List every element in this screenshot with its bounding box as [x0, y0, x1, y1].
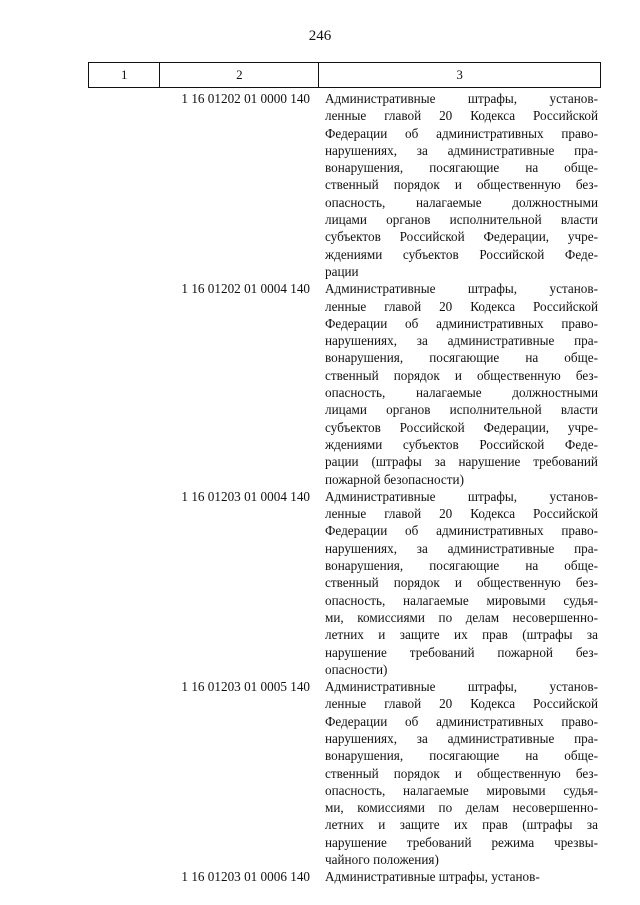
table-body: [88, 90, 601, 886]
description-line: нарушение требований пожарной без-: [325, 644, 598, 660]
description-line: Административные штрафы, установ-: [325, 91, 598, 106]
table-row: [88, 488, 601, 678]
description-line: ственный порядок и общественную без-: [325, 765, 598, 781]
description-line: опасности): [325, 661, 388, 677]
description-line: нарушениях, за административные пра-: [325, 730, 598, 746]
description-line: рации: [325, 263, 359, 279]
column-header-table: [88, 62, 601, 88]
income-description: [325, 488, 598, 678]
description-line: субъектов Российской Федерации, учре-: [325, 419, 598, 435]
description-line: ственный порядок и общественную без-: [325, 367, 598, 383]
income-description: [325, 678, 598, 868]
description-line: вонарушения, посягающие на обще-: [325, 558, 598, 574]
budget-code: 1 16 01203 01 0006 140: [181, 869, 310, 885]
description-line: Федерации об административных право-: [325, 523, 598, 539]
table-row: [88, 90, 601, 280]
page-number: 246: [308, 28, 332, 44]
column-header-1: 1: [89, 63, 160, 88]
description-line: ми, комиссиями по делам несовершенно-: [325, 609, 598, 625]
description-line: вонарушения, посягающие на обще-: [325, 350, 598, 366]
description-line: субъектов Российской Федерации, учре-: [325, 229, 598, 245]
description-line: ственный порядок и общественную без-: [325, 575, 598, 591]
table-row: [88, 868, 601, 885]
budget-code: 1 16 01202 01 0000 140: [181, 91, 310, 106]
column-header-3: 3: [319, 63, 601, 88]
description-line: опасность, налагаемые должностными: [325, 194, 598, 210]
description-line: нарушениях, за административные пра-: [325, 142, 598, 158]
table-row: [88, 678, 601, 868]
description-line: опасность, налагаемые мировыми судья-: [325, 592, 598, 608]
description-line: рации (штрафы за нарушение требований: [325, 454, 598, 470]
description-line: летних и защите их прав (штрафы за: [325, 817, 598, 833]
income-description: [325, 868, 598, 885]
description-line: ждениями субъектов Российской Феде-: [325, 436, 598, 452]
description-line: нарушениях, за административные пра-: [325, 333, 598, 349]
budget-code: 1 16 01203 01 0004 140: [181, 488, 310, 504]
budget-code: 1 16 01203 01 0005 140: [181, 679, 310, 695]
description-line: лицами органов исполнительной власти: [325, 212, 598, 228]
budget-code: 1 16 01202 01 0004 140: [181, 281, 310, 297]
description-line: Административные штрафы, установ-: [325, 488, 598, 504]
table-row: [88, 280, 601, 488]
description-line: пожарной безопасности): [325, 471, 464, 487]
column-header-2: 2: [160, 63, 319, 88]
description-line: Административные штрафы, установ-: [325, 281, 598, 297]
description-line: Административные штрафы, установ-: [325, 869, 540, 885]
description-line: чайного положения): [325, 852, 439, 868]
description-line: ленные главой 20 Кодекса Российской: [325, 696, 598, 712]
description-line: ленные главой 20 Кодекса Российской: [325, 108, 598, 124]
description-line: вонарушения, посягающие на обще-: [325, 160, 598, 176]
description-line: летних и защите их прав (штрафы за: [325, 627, 598, 643]
description-line: Федерации об административных право-: [325, 315, 598, 331]
income-description: [325, 90, 598, 280]
description-line: Административные штрафы, установ-: [325, 679, 598, 695]
description-line: Федерации об административных право-: [325, 125, 598, 141]
description-line: ждениями субъектов Российской Феде-: [325, 246, 598, 262]
description-line: ственный порядок и общественную без-: [325, 177, 598, 193]
income-description: [325, 280, 598, 488]
column-header-row: [89, 63, 601, 88]
description-line: нарушение требований режима чрезвы-: [325, 834, 598, 850]
description-line: ленные главой 20 Кодекса Российской: [325, 298, 598, 314]
description-line: нарушениях, за административные пра-: [325, 540, 598, 556]
description-line: ми, комиссиями по делам несовершенно-: [325, 800, 598, 816]
description-line: опасность, налагаемые должностными: [325, 385, 598, 401]
description-line: опасность, налагаемые мировыми судья-: [325, 782, 598, 798]
description-line: лицами органов исполнительной власти: [325, 402, 598, 418]
description-line: ленные главой 20 Кодекса Российской: [325, 506, 598, 522]
description-line: вонарушения, посягающие на обще-: [325, 748, 598, 764]
description-line: Федерации об административных право-: [325, 713, 598, 729]
